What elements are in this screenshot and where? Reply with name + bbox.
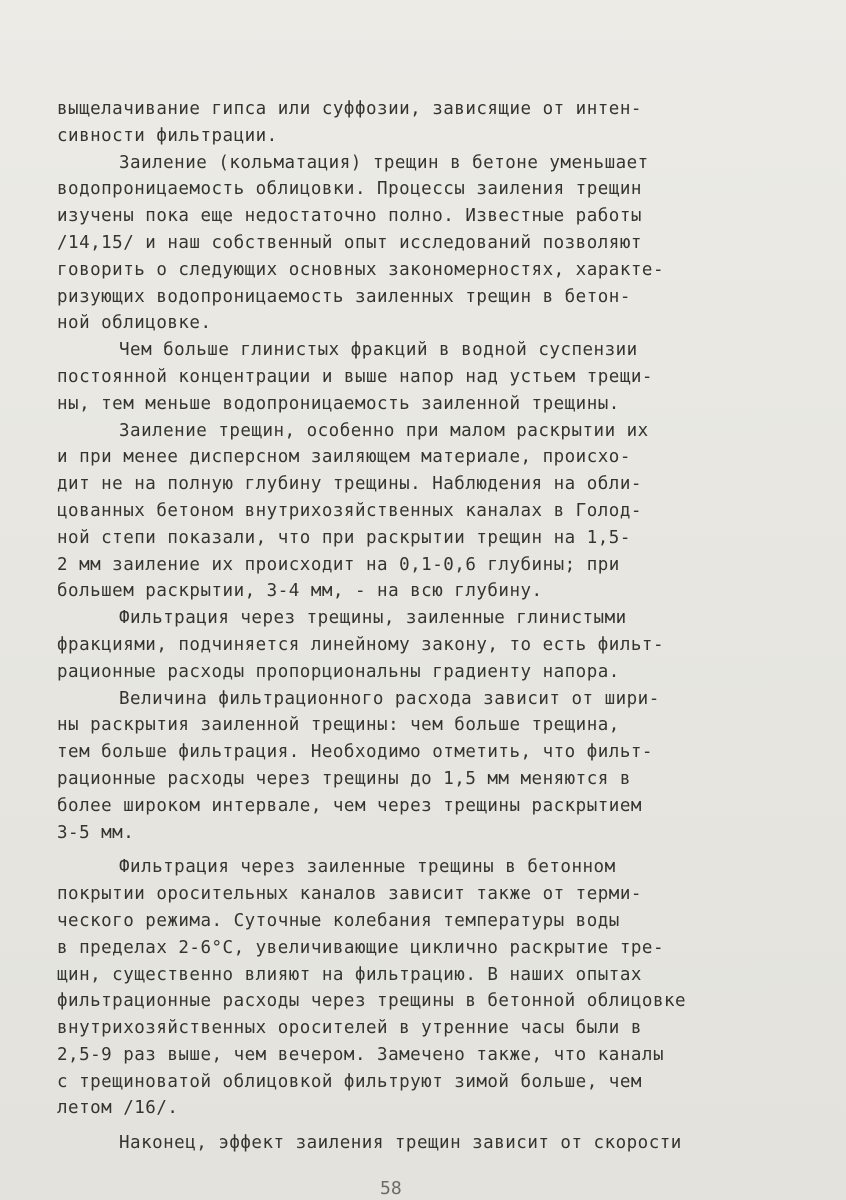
- text-line: говорить о следующих основных закономерностях, характе-: [57, 259, 664, 280]
- page-body-text: [57, 96, 817, 1157]
- text-line: постоянной концентрации и выше напор над устьем трещи-: [57, 366, 653, 387]
- text-line: водопроницаемость облицовки. Процессы заиления трещин: [57, 179, 642, 200]
- text-line: 3-5 мм.: [57, 822, 135, 843]
- paragraph-start-line: Заиление трещин, особенно при малом раскрытии их: [119, 420, 649, 441]
- text-line: летом /16/.: [57, 1098, 179, 1119]
- text-line: тем больше фильтрация. Необходимо отметить, что фильт-: [57, 742, 653, 763]
- text-line: выщелачивание гипса или суффозии, зависящие от интен-: [57, 99, 642, 119]
- text-line: фильтрационные расходы через трещины в бетонной облицовке: [57, 991, 687, 1012]
- text-line: 2,5-9 раз выше, чем вечером. Замечено также, что каналы: [57, 1044, 664, 1065]
- text-line: цованных бетоном внутрихозяйственных каналах в Голод-: [57, 500, 642, 521]
- text-line: ческого режима. Суточные колебания температуры воды: [57, 910, 620, 931]
- text-line: большем раскрытии, 3-4 мм, - на всю глубину.: [57, 581, 543, 602]
- text-line: ной степи показали, что при раскрытии трещин на 1,5-: [57, 527, 631, 548]
- text-line: в пределах 2-6°С, увеличивающие циклично раскрытие тре-: [57, 937, 664, 958]
- text-line: ризующих водопроницаемость заиленных трещин в бетон-: [57, 286, 631, 307]
- text-line: щин, существенно влияют на фильтрацию. В наших опытах: [57, 964, 642, 985]
- paragraph-start-line: Чем больше глинистых фракций в водной суспензии: [119, 340, 638, 361]
- paragraph-start-line: Величина фильтрационного расхода зависит от шири-: [119, 688, 660, 709]
- text-line: /14,15/ и наш собственный опыт исследований позволяют: [57, 232, 642, 253]
- text-line: рационные расходы пропорциональны градиенту напора.: [57, 661, 620, 682]
- paragraph-start-line: Фильтрация через трещины, заиленные глинистыми: [119, 608, 627, 629]
- text-line: дит не на полную глубину трещины. Наблюдения на обли-: [57, 474, 642, 495]
- text-line: сивности фильтрации.: [57, 125, 278, 146]
- text-line: изучены пока еще недостаточно полно. Известные работы: [57, 206, 642, 227]
- paragraph-start-line: Наконец, эффект заиления трещин зависит от скорости: [119, 1133, 682, 1154]
- paragraph-start-line: Заиление (кольматация) трещин в бетоне уменьшает: [119, 152, 649, 173]
- text-line: покрытии оросительных каналов зависит также от терми-: [57, 884, 642, 905]
- text-line: и при менее дисперсном заиляющем материале, происхо-: [57, 447, 631, 468]
- text-line: более широком интервале, чем через трещины раскрытием: [57, 795, 642, 816]
- text-line: внутрихозяйственных оросителей в утренние часы были в: [57, 1018, 642, 1039]
- text-line: с трещиноватой облицовкой фильтруют зимой больше, чем: [57, 1071, 642, 1092]
- text-line: 2 мм заиление их происходит на 0,1-0,6 глубины; при: [57, 554, 620, 575]
- text-line: ной облицовке.: [57, 313, 212, 334]
- text-line: ны, тем меньше водопроницаемость заиленной трещины.: [57, 393, 620, 414]
- text-line: фракциями, подчиняется линейному закону, то есть фильт-: [57, 634, 664, 655]
- page-number: 58: [380, 1178, 402, 1199]
- text-line: ны раскрытия заиленной трещины: чем больше трещина,: [57, 715, 620, 736]
- paragraph-start-line: Фильтрация через заиленные трещины в бетонном: [119, 857, 616, 878]
- text-line: рационные расходы через трещины до 1,5 мм меняются в: [57, 768, 631, 789]
